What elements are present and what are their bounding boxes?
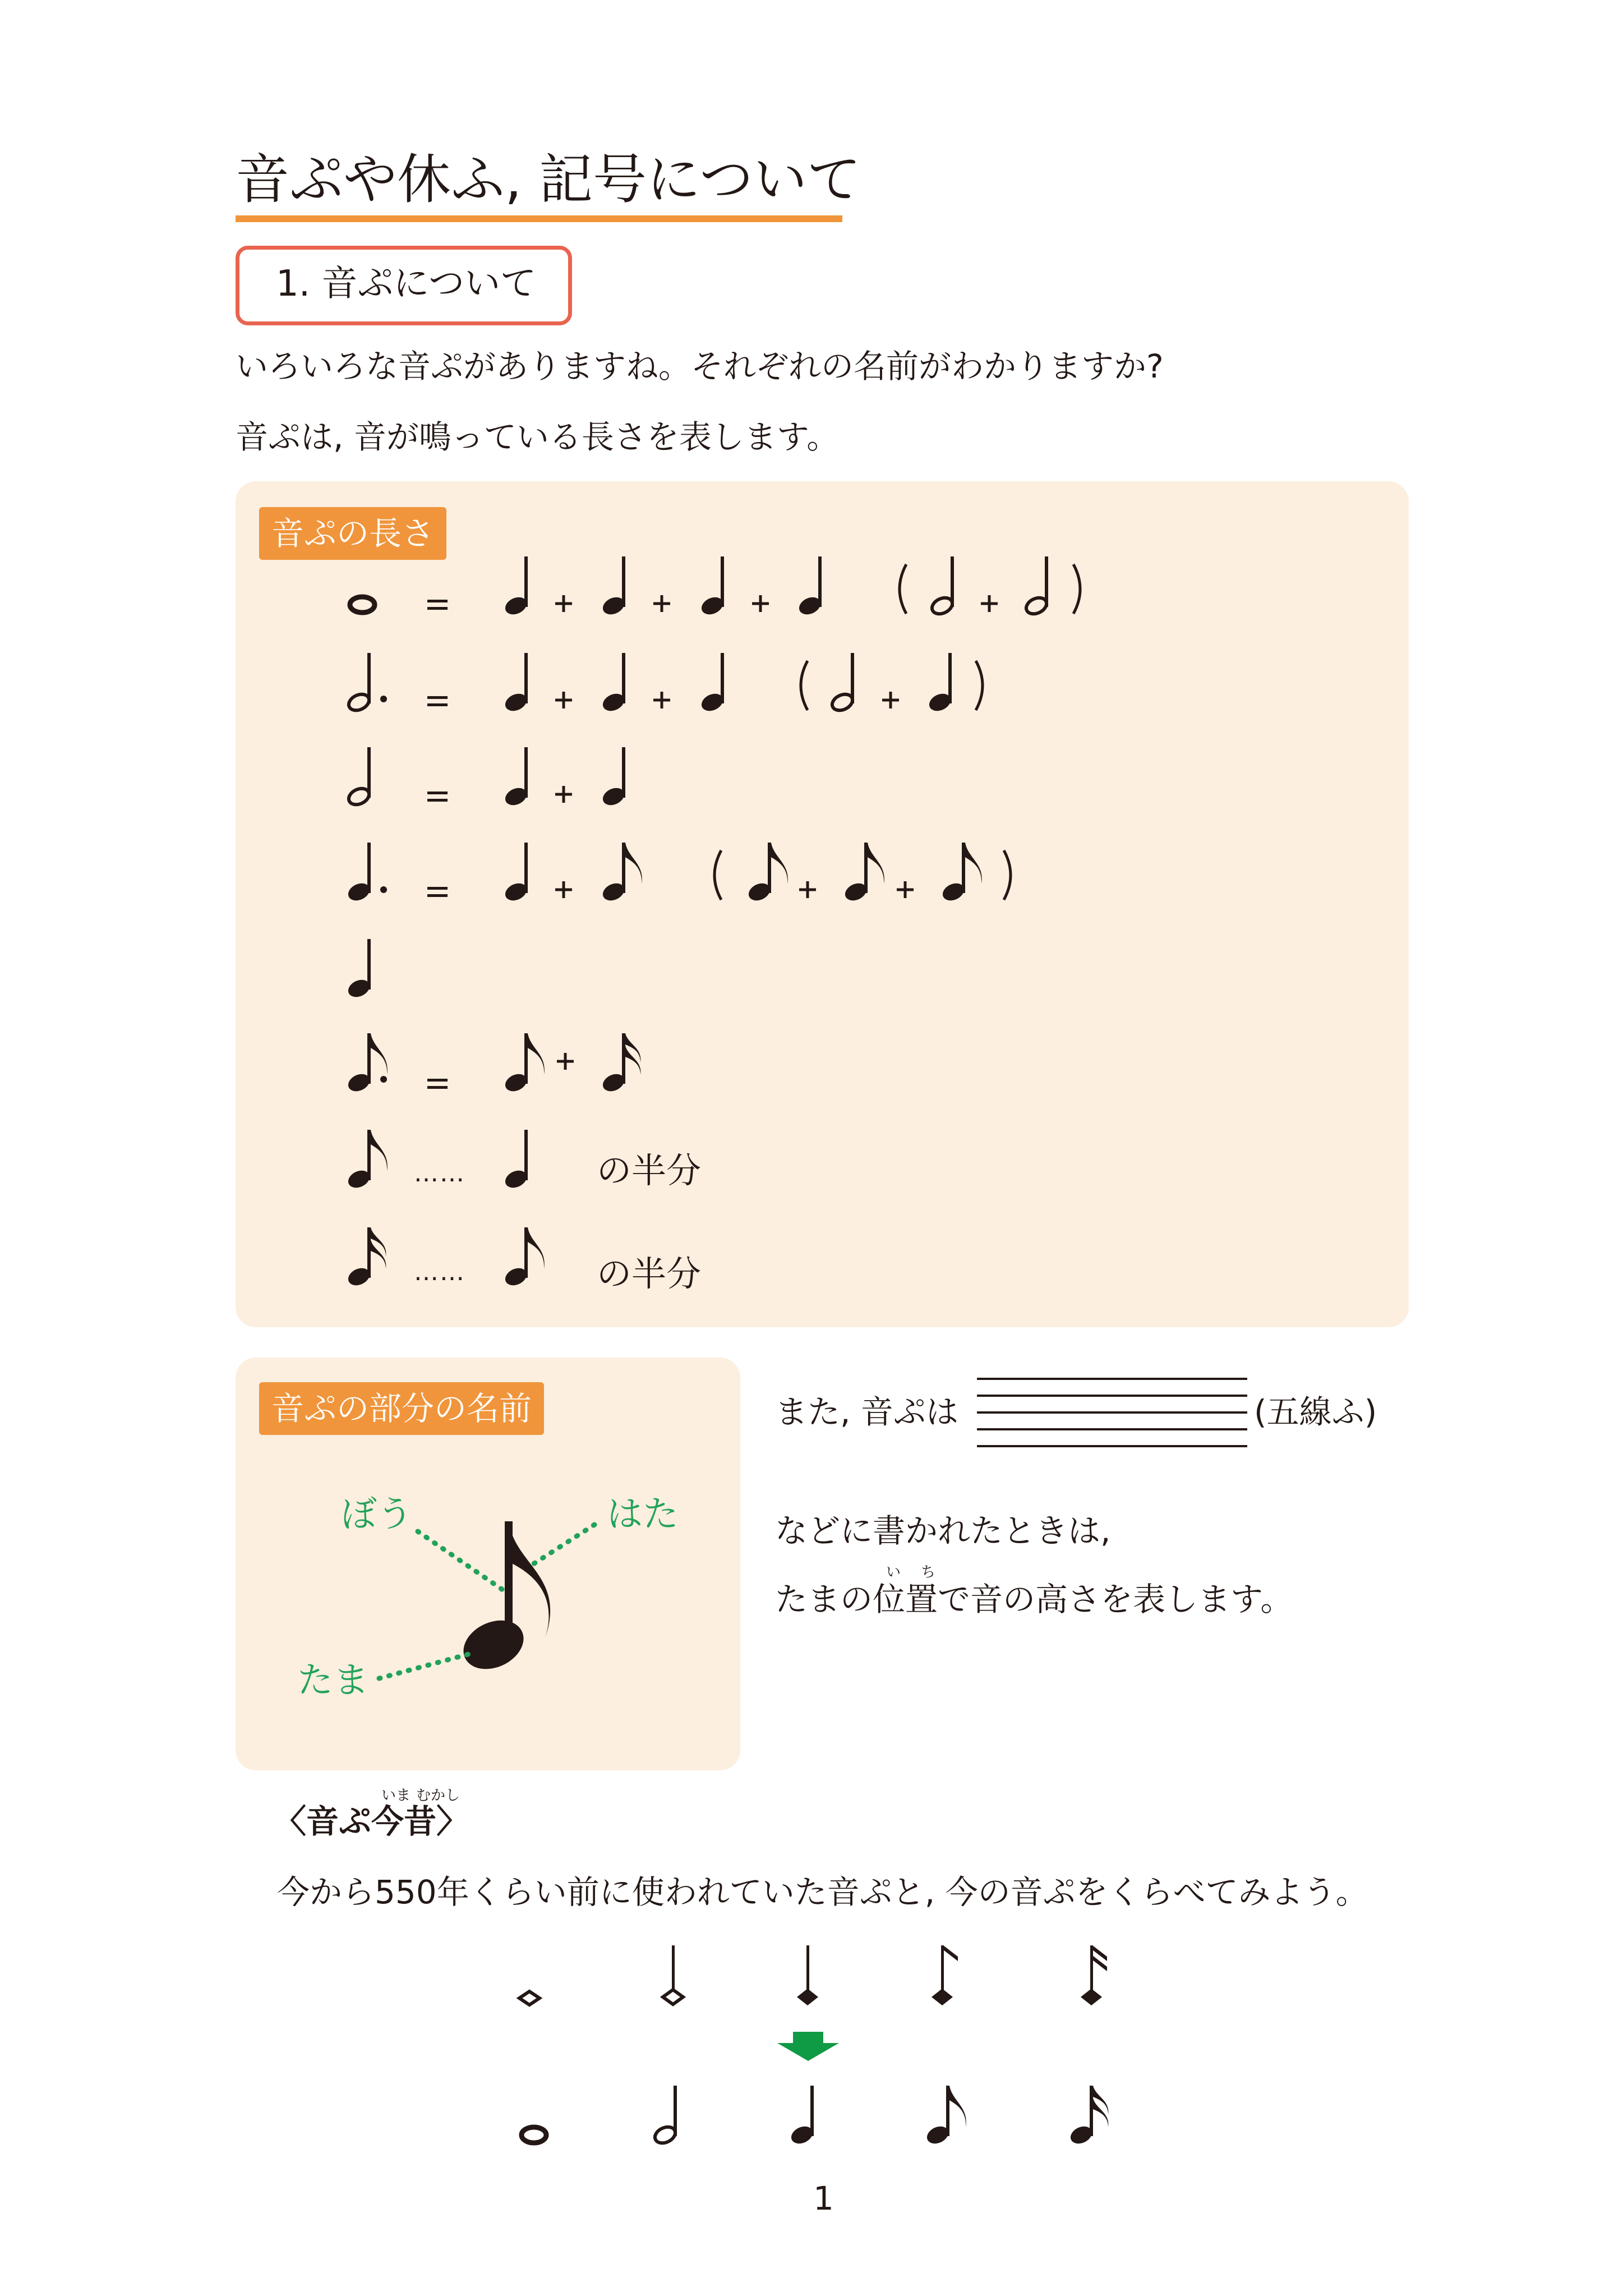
- quarter-note-icon: [796, 556, 823, 618]
- head-label: たま: [297, 1660, 369, 1701]
- dot-leader: ……: [414, 1159, 465, 1188]
- plus-icon: [555, 692, 572, 708]
- note-lengths-tag: 音ぷの長さ: [259, 507, 446, 560]
- plus-icon: [882, 692, 899, 708]
- note-anatomy-diagram: [379, 1521, 594, 1678]
- down-arrow-icon: [777, 2032, 839, 2061]
- half-note-icon: [652, 2086, 677, 2146]
- left-paren-icon: [801, 661, 808, 710]
- row-dotted-eighth-note: [345, 1033, 640, 1094]
- left-paren-icon: [900, 564, 906, 614]
- row-dotted-quarter-note: [345, 843, 1011, 904]
- quarter-note-icon: [699, 556, 726, 618]
- half-of-label: の半分: [597, 1150, 702, 1191]
- quarter-note-icon: [502, 556, 529, 618]
- note-head: [455, 1611, 531, 1678]
- half-note-icon: [929, 556, 955, 617]
- page-number: 1: [813, 2179, 834, 2217]
- sixteenth-note-icon: [345, 1227, 386, 1289]
- note-flag: [509, 1521, 550, 1638]
- ruby-i: い: [886, 1564, 901, 1581]
- old-quarter-note-icon: [797, 1945, 818, 2005]
- quarter-note-icon: [926, 653, 953, 714]
- plus-icon: [653, 595, 670, 612]
- equals-icon: [427, 887, 448, 897]
- eighth-note-icon: [345, 1033, 388, 1094]
- plus-icon: [653, 692, 670, 708]
- old-whole-note-icon: [519, 1991, 540, 2005]
- whole-note-icon: [350, 597, 375, 613]
- plus-icon: [555, 595, 572, 612]
- note-parts-tag: 音ぷの部分の名前: [259, 1382, 544, 1435]
- staff-text-after: (五線ふ): [1254, 1393, 1377, 1431]
- intro-line-2: 音ぷは, 音が鳴っている長さを表します。: [236, 418, 840, 456]
- half-note-icon: [1023, 556, 1049, 617]
- row-whole-note: [350, 556, 1080, 618]
- eighth-note-icon: [924, 2086, 966, 2147]
- left-paren-icon: [714, 850, 721, 900]
- modern-notes-row: [522, 2086, 1108, 2147]
- plus-icon: [897, 881, 914, 898]
- history-heading: [274, 1802, 469, 1841]
- old-eighth-note-icon: [932, 1945, 958, 2005]
- heading-close-bracket: 〉: [436, 1802, 469, 1841]
- eighth-note-icon: [940, 843, 982, 904]
- eighth-note-icon: [502, 1033, 545, 1094]
- eighth-note-icon: [345, 1130, 388, 1191]
- quarter-note-icon: [345, 939, 372, 1000]
- old-notes-row: [519, 1945, 1107, 2005]
- flag-label: はた: [607, 1494, 679, 1535]
- quarter-note-icon: [502, 747, 529, 808]
- eighth-note-icon: [842, 843, 884, 904]
- quarter-note-icon: [789, 2086, 815, 2147]
- ruby-mukashi: むかし: [416, 1787, 460, 1804]
- flag-leader: [532, 1525, 594, 1565]
- dot-icon: [380, 696, 387, 702]
- plus-icon: [981, 595, 998, 612]
- heading-main: 音ぷ今昔: [306, 1802, 437, 1841]
- quarter-note-icon: [345, 843, 372, 904]
- old-sixteenth-note-icon: [1081, 1945, 1107, 2005]
- half-note-icon: [346, 653, 371, 714]
- plus-icon: [555, 881, 572, 898]
- quarter-note-icon: [600, 747, 627, 808]
- half-of-label: の半分: [597, 1253, 702, 1294]
- staff-text-line-4: たまの位置で音の高さを表します。: [775, 1580, 1293, 1618]
- sixteenth-note-icon: [600, 1033, 640, 1094]
- five-line-staff: [977, 1378, 1247, 1447]
- plus-icon: [799, 881, 816, 898]
- dot-icon: [380, 1076, 387, 1083]
- quarter-note-icon: [502, 1130, 529, 1191]
- equals-icon: [427, 696, 448, 706]
- quarter-note-icon: [600, 556, 627, 618]
- plus-icon: [555, 786, 572, 803]
- dot-leader: ……: [414, 1258, 465, 1286]
- quarter-note-icon: [600, 653, 627, 714]
- eighth-note-icon: [502, 1227, 545, 1289]
- intro-line-1: いろいろな音ぷがありますね。それぞれの名前がわかりますか?: [236, 347, 1164, 385]
- plus-icon: [557, 1053, 574, 1070]
- head-leader: [379, 1653, 474, 1678]
- half-note-icon: [346, 747, 371, 808]
- row-dotted-half-note: [346, 653, 983, 714]
- half-note-icon: [829, 653, 855, 714]
- sixteenth-note-icon: [1068, 2086, 1108, 2147]
- staff-text-before: また, 音ぷは: [775, 1393, 958, 1431]
- quarter-note-icon: [502, 653, 529, 714]
- quarter-note-icon: [699, 653, 726, 714]
- right-paren-icon: [1073, 564, 1080, 614]
- stem-leader: [418, 1531, 508, 1593]
- ruby-ima: いま: [381, 1787, 411, 1804]
- equals-icon: [427, 792, 448, 802]
- right-paren-icon: [976, 661, 983, 710]
- heading-open-bracket: 〈: [274, 1802, 307, 1841]
- ruby-chi: ち: [921, 1564, 936, 1581]
- quarter-note-icon: [502, 843, 529, 904]
- row-half-note: [346, 747, 627, 808]
- section-label: 1. 音ぷについて: [276, 263, 537, 305]
- right-paren-icon: [1004, 850, 1011, 900]
- dot-icon: [380, 886, 387, 893]
- plus-icon: [752, 595, 769, 612]
- whole-note-icon: [522, 2127, 546, 2143]
- equals-icon: [427, 1079, 448, 1089]
- staff-text-line-3: などに書かれたときは,: [775, 1512, 1111, 1550]
- old-half-note-icon: [663, 1945, 683, 2004]
- page-title: 音ぷや休ふ, 記号について: [236, 148, 861, 211]
- eighth-note-icon: [600, 843, 642, 904]
- equals-icon: [427, 600, 448, 610]
- history-description: 今から550年くらい前に使われていた音ぷと, 今の音ぷをくらべてみよう。: [277, 1873, 1368, 1911]
- stem-label: ぼう: [341, 1494, 413, 1535]
- eighth-note-icon: [746, 843, 788, 904]
